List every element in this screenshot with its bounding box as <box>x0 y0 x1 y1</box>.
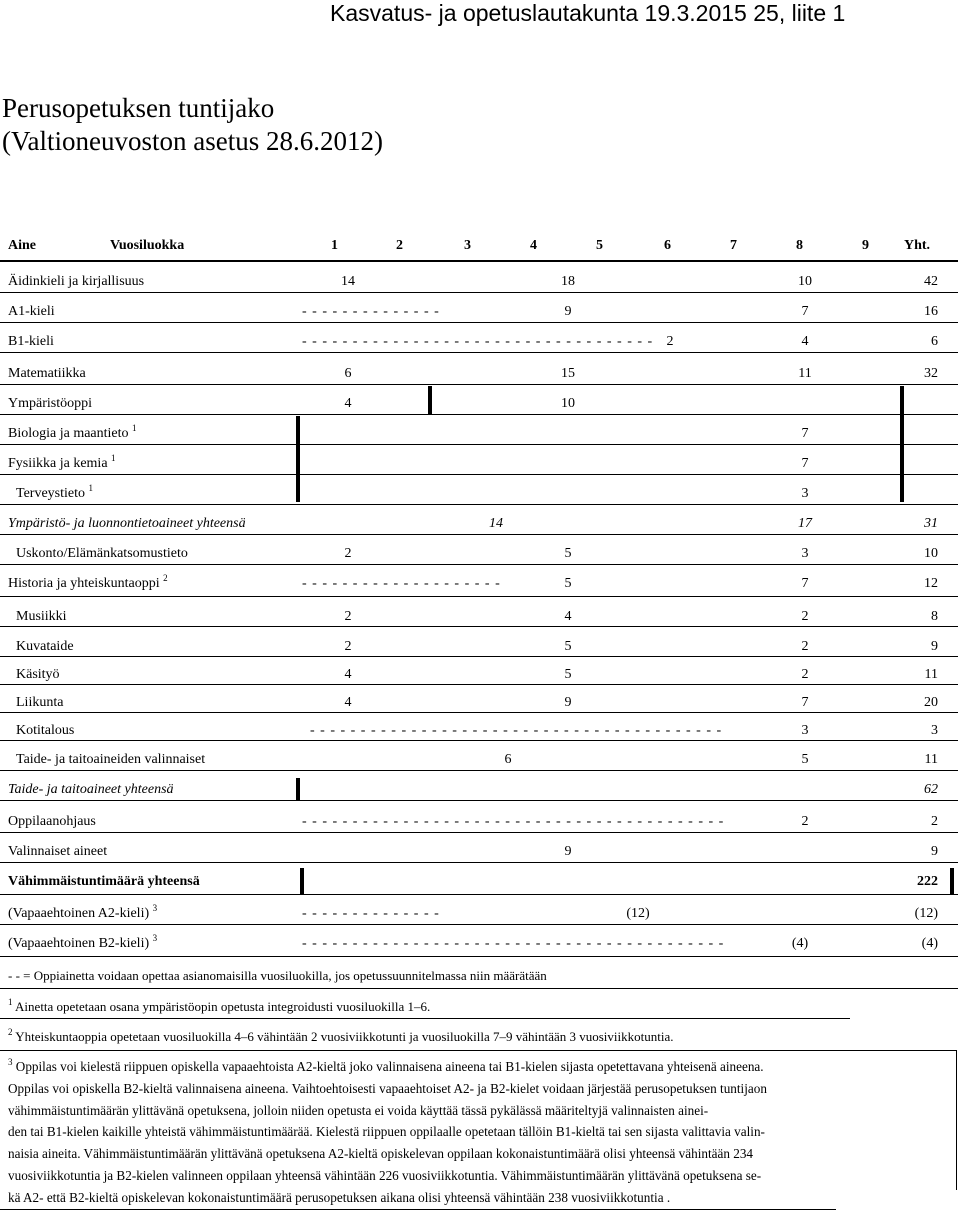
hours-total: 16 <box>924 304 938 319</box>
header-grade-2: 2 <box>396 238 403 253</box>
hours-v2: 9 <box>564 844 572 859</box>
row-label-text: A1-kieli <box>8 304 55 319</box>
header-grade-3: 3 <box>464 238 471 253</box>
row-divider <box>0 956 958 957</box>
hours-v2: 18 <box>561 274 575 289</box>
summary-divider <box>300 868 304 894</box>
row-label-text: Ympäristö- ja luonnontietoaineet yhteensä <box>8 516 246 531</box>
footnote-box-border <box>0 1209 836 1210</box>
period-divider <box>296 416 300 502</box>
row-divider <box>0 414 958 415</box>
row-label-text: Musiikki <box>16 609 67 624</box>
optional-grades-dashes: - - - - - - - - - - - - - - - - - - - - - - - - - - - - - - - - - - - - - - - - - - <box>302 814 725 829</box>
hours-v1: 2 <box>344 546 352 561</box>
row-label-text: Matematiikka <box>8 366 86 381</box>
hours-total: 20 <box>924 695 938 710</box>
row-label-text: Kotitalous <box>16 723 75 738</box>
header-grade-1: 1 <box>331 238 338 253</box>
hours-v1: 4 <box>344 396 352 411</box>
hours-v3: 7 <box>801 576 809 591</box>
row-label-text: Uskonto/Elämänkatsomustieto <box>16 546 188 561</box>
row-label-text: (Vapaaehtoinen B2-kieli) <box>8 936 150 951</box>
footnote-1 <box>8 996 430 1017</box>
row-divider <box>0 924 958 925</box>
footnote-marker: 1 <box>88 483 93 493</box>
summary-divider <box>950 868 954 894</box>
legend-text: = Oppiainetta voidaan opettaa asianomaisilla vuosiluokilla, jos opetussuunnitelmassa niin määrätään <box>23 968 547 983</box>
footnote-3-line-5: naisia aineita. Vähimmäistuntimäärän ylittävänä opetuksena A2-kieltä opiskelevan oppilaan kokonaistuntimäärä olisi yhteensä vähintään 234 <box>8 1146 754 1162</box>
table-header-row <box>0 232 960 260</box>
optional-grades-dashes: - - - - - - - - - - - - - - <box>302 906 440 921</box>
header-yht: Yht. <box>904 238 931 253</box>
footnote-3-line <box>8 1056 953 1078</box>
hours-v1: 2 <box>344 609 352 624</box>
hours-total: (4) <box>921 936 938 951</box>
row-label-text: Vähimmäistuntimäärä yhteensä <box>8 874 200 889</box>
table-row-historia <box>0 570 960 598</box>
hours-total: 11 <box>924 667 938 682</box>
hours-total: 222 <box>917 874 938 889</box>
hours-v3: 2 <box>801 667 809 682</box>
row-divider <box>0 564 958 565</box>
title-line-1: Perusopetuksen tuntijako <box>2 93 275 123</box>
footnote-1-text: Ainetta opetetaan osana ympäristöopin opetusta integroidusti vuosiluokilla 1–6. <box>15 999 431 1014</box>
row-divider <box>0 474 958 475</box>
footnote-3-line-2: Oppilas voi opiskella B2-kieltä valinnaisena aineena. Vaihtoehtoisesti vapaaehtoiset A2- ja B2-kielet voidaan järjestää perusopetuksen tuntijaon <box>8 1080 767 1096</box>
row-divider <box>0 444 958 445</box>
footnote-3-line-4: den tai B1-kielen kaikille yhteistä vähimmäistuntimäärää. Kielestä riippuen oppilaalle opetetaan tällöin B1-kieltä tai sen sijasta valittavia valin- <box>8 1124 765 1140</box>
dash-symbol: - - <box>8 968 20 983</box>
header-grade-9: 9 <box>862 238 869 253</box>
row-divider <box>0 534 958 535</box>
row-label-text: Fysiikka ja kemia <box>8 456 108 471</box>
hours-total: 10 <box>924 546 938 561</box>
hours-total: 12 <box>924 576 938 591</box>
header-aine: Aine <box>8 238 36 253</box>
footnote-3-marker: 3 <box>8 1057 13 1067</box>
hours-v3: 7 <box>801 456 809 471</box>
hours-v2: 14 <box>489 516 503 531</box>
hours-v3: 7 <box>801 304 809 319</box>
hours-v3: 3 <box>801 723 809 738</box>
document-header: Kasvatus- ja opetuslautakunta 19.3.2015 25, liite 1 <box>330 0 846 26</box>
footnote-box-border <box>0 1050 957 1051</box>
footnote-3 <box>8 1056 953 1209</box>
hours-v3: (4) <box>791 936 809 951</box>
row-divider <box>0 770 958 771</box>
hours-total: 31 <box>924 516 938 531</box>
row-divider <box>0 322 958 323</box>
hours-total: 2 <box>931 814 938 829</box>
row-divider <box>0 352 958 353</box>
row-label-text: Biologia ja maantieto <box>8 426 129 441</box>
hours-v3: 7 <box>801 695 809 710</box>
row-label <box>8 868 200 896</box>
table-row-vahimmais <box>0 868 960 896</box>
legend-note <box>8 965 547 986</box>
row-label-text: Historia ja yhteiskuntaoppi <box>8 576 160 591</box>
row-divider <box>0 684 958 685</box>
row-label-text: Taide- ja taitoaineet yhteensä <box>8 782 174 797</box>
hours-total: 8 <box>931 609 938 624</box>
hours-v3: 17 <box>798 516 812 531</box>
hours-v2: 15 <box>561 366 575 381</box>
hours-total: 32 <box>924 366 938 381</box>
footnote-box-border <box>0 1018 850 1019</box>
footnote-2-marker: 2 <box>8 1027 13 1037</box>
hours-v2: 5 <box>564 667 572 682</box>
row-divider <box>0 626 958 627</box>
hours-v3: 10 <box>798 274 812 289</box>
optional-grades-dashes: - - - - - - - - - - - - - - - - - - - - - - - - - - - - - - - - - - - - - - - - - <box>310 723 723 738</box>
hours-total: (12) <box>914 906 938 921</box>
title-line-2: (Valtioneuvoston asetus 28.6.2012) <box>2 126 383 156</box>
row-divider <box>0 988 958 989</box>
row-label-text: (Vapaaehtoinen A2-kieli) <box>8 906 150 921</box>
hours-v1: 6 <box>344 366 352 381</box>
header-grade-8: 8 <box>796 238 803 253</box>
optional-grades-dashes: - - - - - - - - - - - - - - - - - - - - <box>302 576 501 591</box>
row-label-text: Liikunta <box>16 695 64 710</box>
header-grade-4: 4 <box>530 238 537 253</box>
hours-v3: 7 <box>801 426 809 441</box>
footnote-3-line-3: vähimmäistuntimäärän ylittävänä opetuksena, jolloin niiden opetusta ei voida käyttää tässä pykälässä määriteltyjä valinnaisten ainei- <box>8 1102 709 1118</box>
period-divider <box>428 386 432 414</box>
row-label-text: Oppilaanohjaus <box>8 814 96 829</box>
row-label-text: Terveystieto <box>16 486 85 501</box>
table-row-b2 <box>0 930 960 958</box>
optional-grades-dashes: - - - - - - - - - - - - - - - - - - - - - - - - - - - - - - - - - - - - - - - - - - <box>302 936 725 951</box>
hours-v3: 4 <box>801 334 809 349</box>
document-title <box>2 92 383 158</box>
hours-total: 62 <box>924 782 938 797</box>
row-divider <box>0 596 958 597</box>
hours-total: 42 <box>924 274 938 289</box>
row-divider <box>0 384 958 385</box>
hours-v1: 14 <box>341 274 355 289</box>
optional-grades-dashes: - - - - - - - - - - - - - - - - - - - - - - - - - - - - - - - - - - - <box>302 334 654 349</box>
hours-v2: 9 <box>564 304 572 319</box>
row-divider <box>0 656 958 657</box>
hours-v1: 2 <box>344 639 352 654</box>
row-divider <box>0 292 958 293</box>
footnote-3-line-7: kä A2- että B2-kieltä opiskelevan kokonaistuntimäärä perusopetuksen aikana olisi yhteensä vähintään 238 vuosiviikkotuntia . <box>8 1189 671 1205</box>
hours-v3: 5 <box>801 752 809 767</box>
footnote-box-border <box>956 1050 957 1190</box>
footnote-3-line-1: Oppilas voi kielestä riippuen opiskella vapaaehtoista A2-kieltä joko valinnaisena aineena tai B1-kielen sijasta opetettavana yhteisenä aineena. <box>15 1059 764 1074</box>
hours-v2: 5 <box>564 639 572 654</box>
hours-v2: 2 <box>666 334 674 349</box>
hours-v3: 11 <box>798 366 812 381</box>
hours-total: 9 <box>931 844 938 859</box>
row-divider <box>0 740 958 741</box>
hours-v3: 2 <box>801 814 809 829</box>
row-label-text: Valinnaiset aineet <box>8 844 108 859</box>
row-label-text: Kuvataide <box>16 639 74 654</box>
header-grade-6: 6 <box>664 238 671 253</box>
hours-v2: 6 <box>504 752 512 767</box>
header-grade-5: 5 <box>596 238 603 253</box>
footnote-3-line-6: vuosiviikkotuntia ja B2-kielen valinneen oppilaan yhteensä vähintään 226 vuosiviikkotuntia. Vähimmäistuntimäärän ylittävänä opetuksena se- <box>8 1167 762 1183</box>
row-label-text: Äidinkieli ja kirjallisuus <box>8 274 145 289</box>
footnote-marker: 1 <box>111 453 116 463</box>
footnote-marker: 3 <box>152 933 158 943</box>
hours-total: 11 <box>924 752 938 767</box>
hours-total: 9 <box>931 639 938 654</box>
hours-total: 3 <box>931 723 938 738</box>
hours-v2: 9 <box>564 695 572 710</box>
row-divider <box>0 894 958 895</box>
hours-v2: 5 <box>564 576 572 591</box>
optional-grades-dashes: - - - - - - - - - - - - - - <box>302 304 440 319</box>
row-label-text: Taide- ja taitoaineiden valinnaiset <box>16 752 206 767</box>
row-divider <box>0 862 958 863</box>
hours-v2: 10 <box>561 396 575 411</box>
row-label-text: Ympäristöoppi <box>8 396 92 411</box>
hours-v1: 4 <box>344 695 352 710</box>
hours-v1: 4 <box>344 667 352 682</box>
footnote-marker: 3 <box>152 903 158 913</box>
row-label-text: Käsityö <box>16 667 60 682</box>
footnote-2-text: Yhteiskuntaoppia opetetaan vuosiluokilla 4–6 vähintään 2 vuosiviikkotunti ja vuosiluokilla 7–9 vähintään 3 vuosiviikkotuntia. <box>15 1029 674 1044</box>
row-divider <box>0 504 958 505</box>
row-divider <box>0 712 958 713</box>
hours-v3: 3 <box>801 546 809 561</box>
row-divider <box>0 832 958 833</box>
footnote-1-marker: 1 <box>8 997 13 1007</box>
row-label <box>8 570 168 598</box>
row-label <box>8 930 157 958</box>
hours-v3: 2 <box>801 609 809 624</box>
row-divider <box>0 800 958 801</box>
footnote-marker: 1 <box>132 423 137 433</box>
hours-v2: 5 <box>564 546 572 561</box>
hours-v3: 2 <box>801 639 809 654</box>
hours-total: 6 <box>931 334 938 349</box>
period-divider <box>296 778 300 800</box>
header-vuosiluokka: Vuosiluokka <box>110 238 185 253</box>
hours-v2: (12) <box>626 906 650 921</box>
hours-v3: 3 <box>801 486 809 501</box>
row-label-text: B1-kieli <box>8 334 54 349</box>
row-divider <box>0 260 958 262</box>
hours-v2: 4 <box>564 609 572 624</box>
total-divider <box>900 386 904 502</box>
footnote-2 <box>8 1026 674 1047</box>
header-grade-7: 7 <box>730 238 737 253</box>
footnote-marker: 2 <box>163 573 168 583</box>
